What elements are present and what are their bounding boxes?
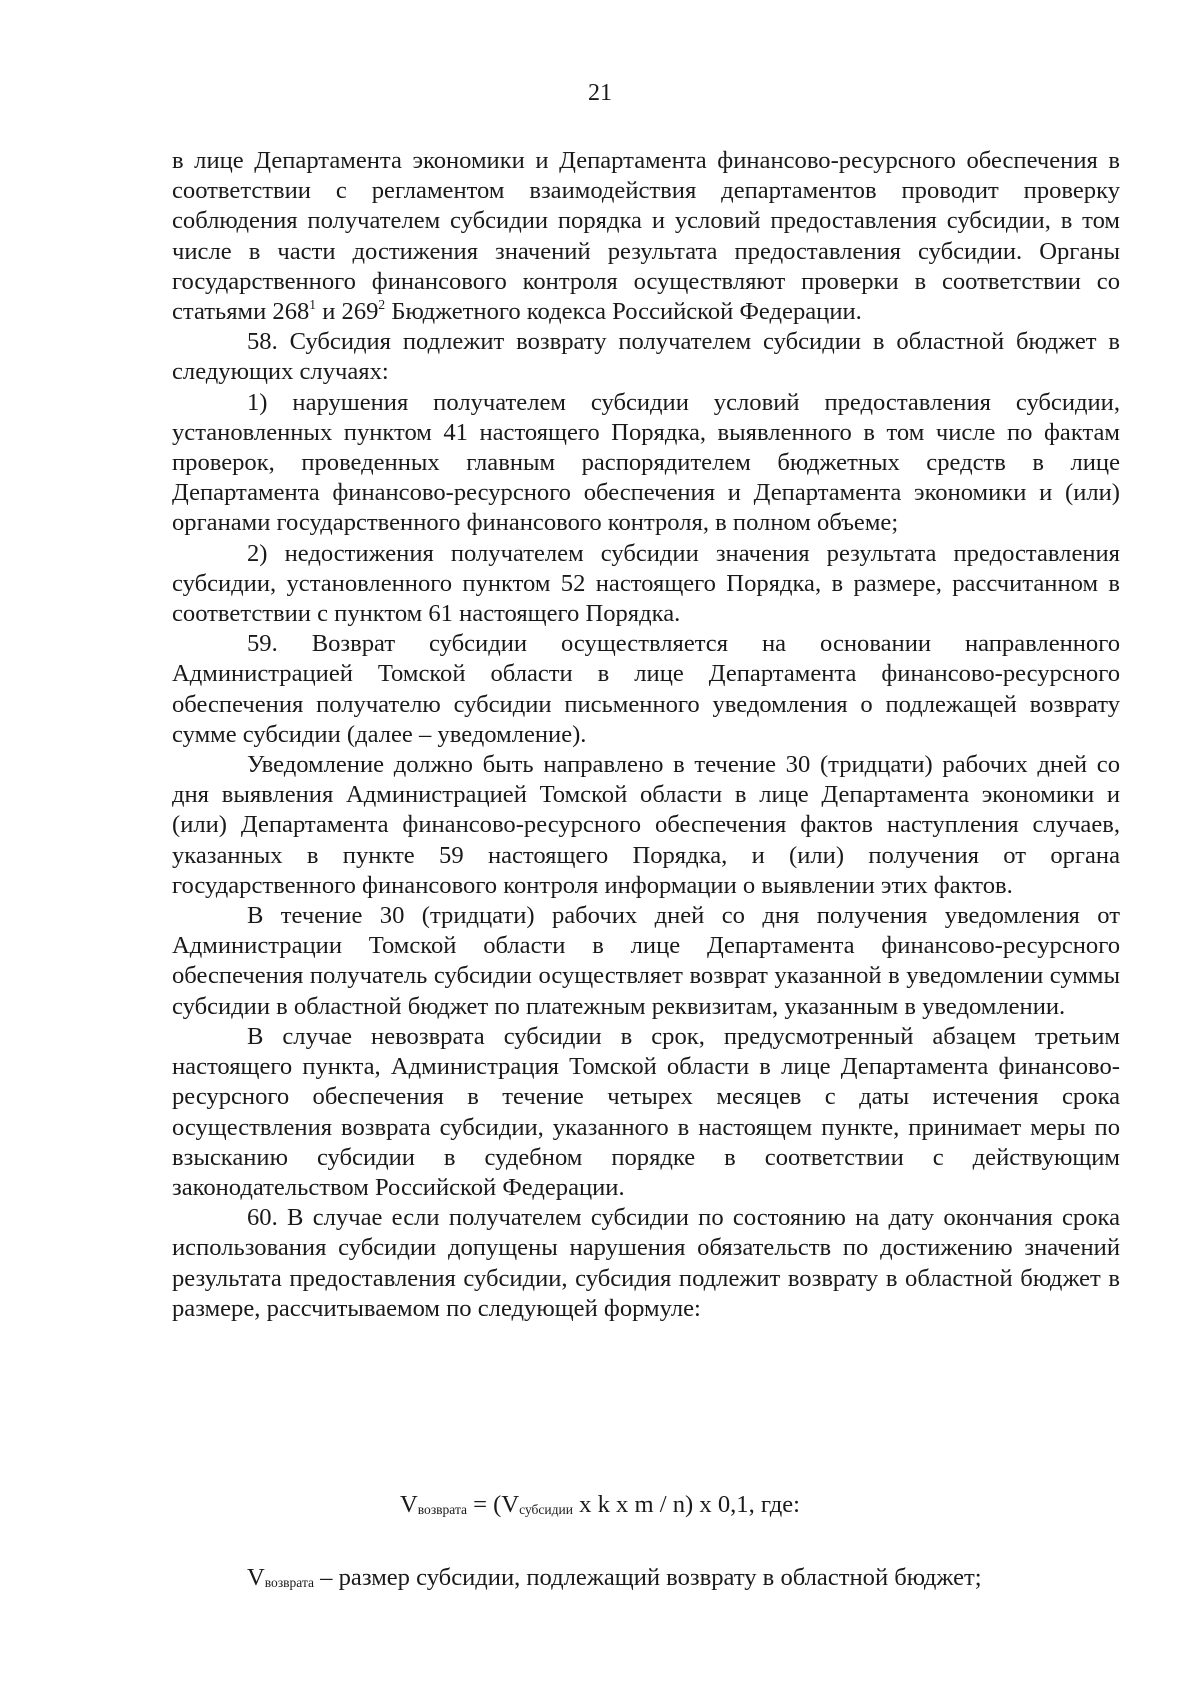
document-body (172, 146, 1120, 1324)
page-number: 21 (588, 80, 612, 106)
paragraph-59-return-term: В течение 30 (тридцати) рабочих дней со дня получения уведомления от Администрации Томской области в лице Департамента финансово-ресурсного обеспечения получатель субсидии осуществляет возврат указанной в уведомлении суммы субсидии в областной бюджет по платежным реквизитам, указанным в уведомлении. (172, 902, 1120, 1020)
formula-middle-b: x k x m / n) x 0,1, где: (573, 1491, 800, 1518)
paragraph-59: 59. Возврат субсидии осуществляется на основании направленного Администрацией Томской области в лице Департамента финансово-ресурсного обеспечения получателю субсидии письменного уведомления о подлежащей возврату сумме субсидии (далее – уведомление). (172, 630, 1120, 748)
definition-sub-return: возврата (264, 1575, 315, 1591)
paragraph-58-item-2: 2) недостижения получателем субсидии значения результата предоставления субсидии, установленного пунктом 52 настоящего Порядка, в размере, рассчитанном в соответствии с пунктом 61 настоящего Порядка. (172, 539, 1120, 628)
footnote-superscript-1: 1 (309, 296, 317, 312)
formula-definition-v-return (247, 1563, 1127, 1593)
paragraph-59-notice: Уведомление должно быть направлено в течение 30 (тридцати) рабочих дней со дня выявления Администрацией Томской области в лице Департамента экономики и (или) Департамента финансово-ресурсного обеспечения фактов наступления случаев, указанных в пункте 59 настоящего Порядка, и (или) получения от органа государственного финансового контроля информации о выявлении этих фактов. (172, 751, 1120, 899)
paragraph-1-text-c: Бюджетного кодекса Российской Федерации. (385, 298, 862, 326)
return-formula (0, 1490, 1200, 1520)
paragraph-1-text-a: в лице Департамента экономики и Департамента финансово-ресурсного обеспечения в соответствии с регламентом взаимодействия департаментов проводит проверку соблюдения получателем субсидии порядка и условий предоставления субсидии, в том числе в части достижения значений результата предоставления субсидии. Органы государственного финансового контроля осуществляют проверки в соответствии со статьями 268 (172, 147, 1120, 326)
paragraph-60: 60. В случае если получателем субсидии по состоянию на дату окончания срока использования субсидии допущены нарушения обязательств по достижению значений результата предоставления субсидии, субсидия подлежит возврату в областной бюджет в размере, рассчитываемом по следующей формуле: (172, 1204, 1120, 1322)
paragraph-1 (172, 146, 1120, 327)
paragraph-59-non-return: В случае невозврата субсидии в срок, предусмотренный абзацем третьим настоящего пункта, Администрация Томской области в лице Департамента финансово-ресурсного обеспечения в течение четырех месяцев с даты истечения срока осуществления возврата субсидии, указанного в настоящем пункте, принимает меры по взысканию субсидии в судебном порядке в соответствии с действующим законодательством Российской Федерации. (172, 1022, 1120, 1201)
formula-v-return: V (400, 1491, 418, 1518)
formula-sub-subsidy: субсидии (519, 1502, 573, 1518)
definition-text: – размер субсидии, подлежащий возврату в областной бюджет; (314, 1564, 982, 1591)
definition-v: V (247, 1564, 265, 1591)
footnote-superscript-2: 2 (378, 296, 386, 312)
paragraph-58-item-1: 1) нарушения получателем субсидии условий предоставления субсидии, установленных пунктом 41 настоящего Порядка, выявленного в том числе по фактам проверок, проведенных главным распорядителем бюджетных средств в лице Департамента финансово-ресурсного обеспечения и Департамента экономики и (или) органами государственного финансового контроля, в полном объеме; (172, 388, 1120, 537)
formula-sub-return: возврата (417, 1502, 468, 1518)
paragraph-58: 58. Субсидия подлежит возврату получателем субсидии в областной бюджет в следующих случаях: (172, 328, 1120, 386)
formula-middle-a: = (V (467, 1491, 520, 1518)
paragraph-1-text-b: и 269 (316, 298, 379, 326)
